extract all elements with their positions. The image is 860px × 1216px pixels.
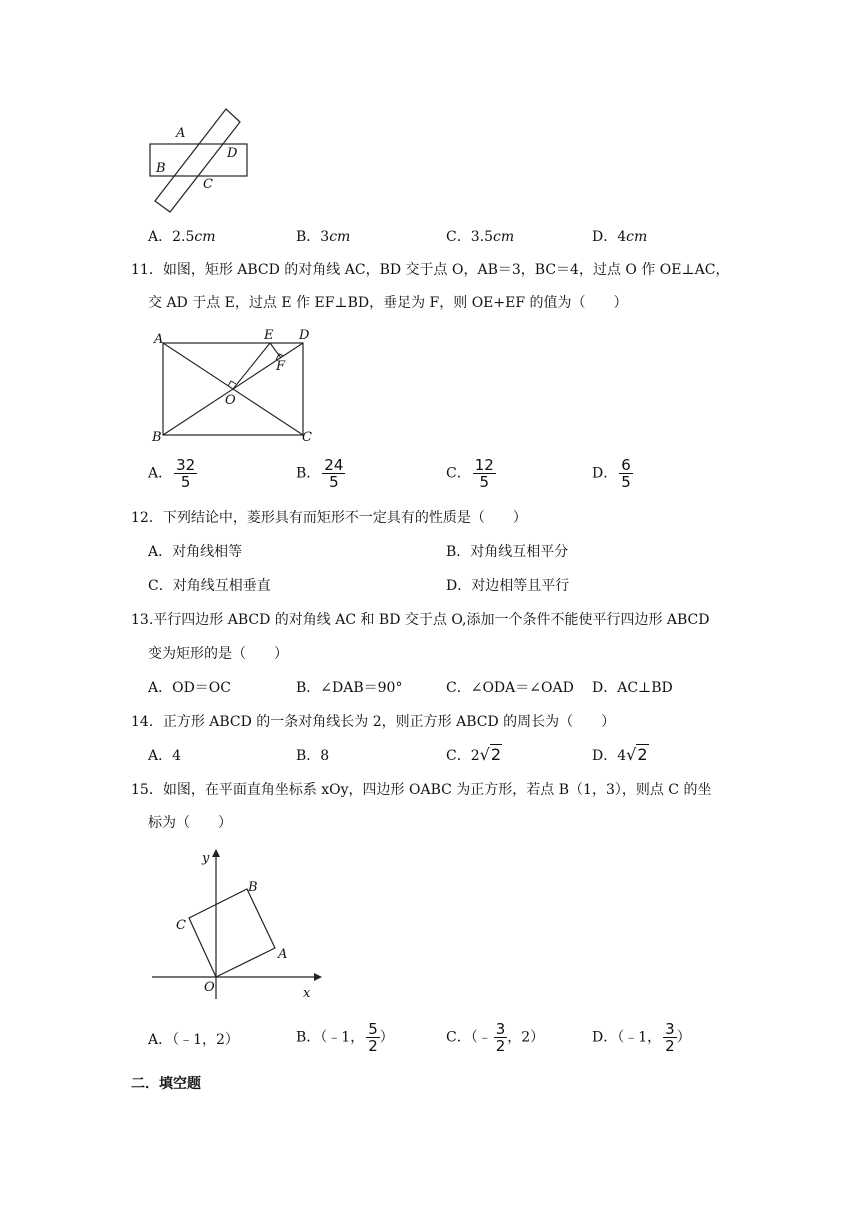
- q13-option-d[interactable]: D．AC⊥BD: [592, 680, 673, 696]
- fraction-numerator: 12: [474, 456, 494, 474]
- label-A: A: [176, 126, 186, 141]
- fraction-numerator: 24: [324, 456, 344, 474]
- q15-figure: [148, 843, 328, 1003]
- q15-stem-line2: 标为（ ）: [148, 815, 232, 831]
- q10-option-b[interactable]: [296, 226, 350, 246]
- q11-option-b[interactable]: [296, 457, 345, 490]
- label-E: E: [264, 328, 274, 343]
- q14-option-d[interactable]: [592, 745, 649, 765]
- q11-figure: [148, 325, 323, 447]
- label-C: C: [302, 430, 312, 445]
- label-O: O: [204, 980, 215, 995]
- square-root: √2: [626, 745, 648, 764]
- q11-option-c-label: C．: [446, 465, 471, 482]
- radicand: 2: [637, 745, 648, 764]
- label-C: C: [203, 177, 213, 192]
- q13-stem-line2: 变为矩形的是（ ）: [148, 646, 288, 662]
- q12-option-c[interactable]: C．对角线互相垂直: [148, 578, 271, 594]
- q14-option-c-label: C．2: [446, 748, 480, 764]
- q15-option-d[interactable]: [592, 1021, 691, 1054]
- label-C: C: [176, 918, 186, 933]
- q10-figure: [140, 100, 260, 215]
- label-B: B: [156, 161, 166, 176]
- radicand: 2: [490, 745, 502, 764]
- square-root: √2: [479, 745, 502, 764]
- q15-option-c-prefix: C．（﹣: [446, 1029, 492, 1046]
- x-axis-arrow-icon: [314, 973, 322, 981]
- q10-option-d-text: D．4: [592, 229, 627, 245]
- q10-option-a[interactable]: [148, 226, 216, 246]
- q11-option-a-fraction: [174, 457, 197, 490]
- q11-option-a-label: A．: [148, 465, 173, 482]
- fraction-numerator: 32: [176, 456, 196, 474]
- label-y: y: [202, 851, 210, 866]
- label-D: D: [299, 328, 310, 343]
- q11-option-d-fraction: [619, 457, 633, 490]
- q15-option-b-suffix: ）: [379, 1029, 394, 1046]
- q10-option-d[interactable]: [592, 226, 647, 246]
- q15-option-d-fraction: [663, 1021, 677, 1054]
- fraction-numerator: 5: [368, 1020, 378, 1038]
- q10-option-a-unit: cm: [194, 229, 216, 245]
- q14-option-d-label: D．4: [592, 748, 627, 764]
- q12-option-b[interactable]: B．对角线互相平分: [446, 544, 569, 560]
- fraction-denominator: 2: [495, 1037, 506, 1055]
- q11-stem-line1: 11．如图，矩形 ABCD 的对角线 AC，BD 交于点 O，AB＝3，BC＝4，过点 O 作 OE⊥AC，: [131, 262, 730, 278]
- label-F: F: [276, 359, 286, 374]
- right-angle-O: [228, 381, 236, 386]
- q15-option-d-prefix: D．（﹣1，: [592, 1029, 662, 1046]
- segment-EF: [270, 343, 281, 358]
- label-A: A: [278, 947, 288, 962]
- fraction-numerator: 3: [495, 1020, 506, 1038]
- q15-option-c[interactable]: [446, 1021, 544, 1054]
- fraction-denominator: 5: [180, 473, 191, 491]
- q10-option-a-text: A．2.5: [148, 229, 195, 245]
- q11-option-b-label: B．: [296, 465, 321, 482]
- q10-option-b-unit: cm: [329, 229, 351, 245]
- label-B: B: [152, 430, 162, 445]
- q14-option-b[interactable]: B．8: [296, 748, 330, 764]
- segment-OE: [233, 343, 270, 389]
- fraction-numerator: 3: [665, 1020, 675, 1038]
- fraction-numerator: 6: [621, 456, 631, 474]
- fraction-denominator: 5: [329, 473, 339, 491]
- square-OABC: [189, 889, 275, 977]
- q15-stem-line1: 15．如图，在平面直角坐标系 xOy，四边形 OABC 为正方形，若点 B（1，3），则点 C 的坐: [131, 782, 712, 798]
- q10-option-d-unit: cm: [626, 229, 648, 245]
- q10-option-b-text: B．3: [296, 229, 330, 245]
- q11-option-a[interactable]: [148, 457, 197, 490]
- q10-option-c[interactable]: [446, 226, 514, 246]
- q13-option-a[interactable]: A．OD＝OC: [148, 680, 232, 696]
- q13-option-c[interactable]: C．∠ODA＝∠OAD: [446, 680, 574, 696]
- label-A: A: [154, 332, 164, 347]
- q12-option-d[interactable]: D．对边相等且平行: [446, 578, 570, 594]
- y-axis-arrow-icon: [212, 849, 220, 857]
- label-O: O: [225, 393, 236, 408]
- q14-option-c[interactable]: [446, 745, 502, 765]
- q15-option-c-fraction: [494, 1021, 508, 1054]
- q15-option-b[interactable]: [296, 1021, 394, 1054]
- q15-option-b-fraction: [366, 1021, 380, 1054]
- q15-option-d-suffix: ）: [676, 1029, 691, 1046]
- fraction-denominator: 2: [368, 1037, 378, 1055]
- fraction-denominator: 5: [621, 473, 631, 491]
- fraction-denominator: 2: [665, 1037, 675, 1055]
- q15-option-a[interactable]: A．（﹣1，2）: [148, 1032, 239, 1048]
- q10-option-c-text: C．3.5: [446, 229, 493, 245]
- q12-option-a[interactable]: A．对角线相等: [148, 544, 243, 560]
- q11-option-c[interactable]: [446, 457, 496, 490]
- label-x: x: [303, 986, 311, 1001]
- label-B: B: [248, 880, 258, 895]
- q12-stem: 12．下列结论中，菱形具有而矩形不一定具有的性质是（ ）: [131, 510, 527, 526]
- q14-option-a[interactable]: A．4: [148, 748, 182, 764]
- q11-stem-line2: 交 AD 于点 E，过点 E 作 EF⊥BD，垂足为 F，则 OE+EF 的值为（ ）: [148, 295, 628, 311]
- fraction-denominator: 5: [479, 473, 490, 491]
- section-title-fill-in: 二．填空题: [131, 1076, 201, 1092]
- q15-option-c-suffix: ，2）: [507, 1029, 545, 1046]
- q10-option-c-unit: cm: [492, 229, 515, 245]
- q15-option-b-prefix: B．（﹣1，: [296, 1029, 365, 1046]
- q11-option-d[interactable]: [592, 457, 633, 490]
- q14-stem: 14．正方形 ABCD 的一条对角线长为 2，则正方形 ABCD 的周长为（ ）: [131, 714, 616, 730]
- q11-option-d-label: D．: [592, 465, 618, 482]
- q13-option-b[interactable]: B．∠DAB＝90°: [296, 680, 403, 696]
- label-D: D: [227, 146, 238, 161]
- q13-stem-line1: 13.平行四边形 ABCD 的对角线 AC 和 BD 交于点 O,添加一个条件不能使平行四边形 ABCD: [131, 612, 710, 628]
- q11-option-b-fraction: [322, 457, 345, 490]
- q11-option-c-fraction: [473, 457, 496, 490]
